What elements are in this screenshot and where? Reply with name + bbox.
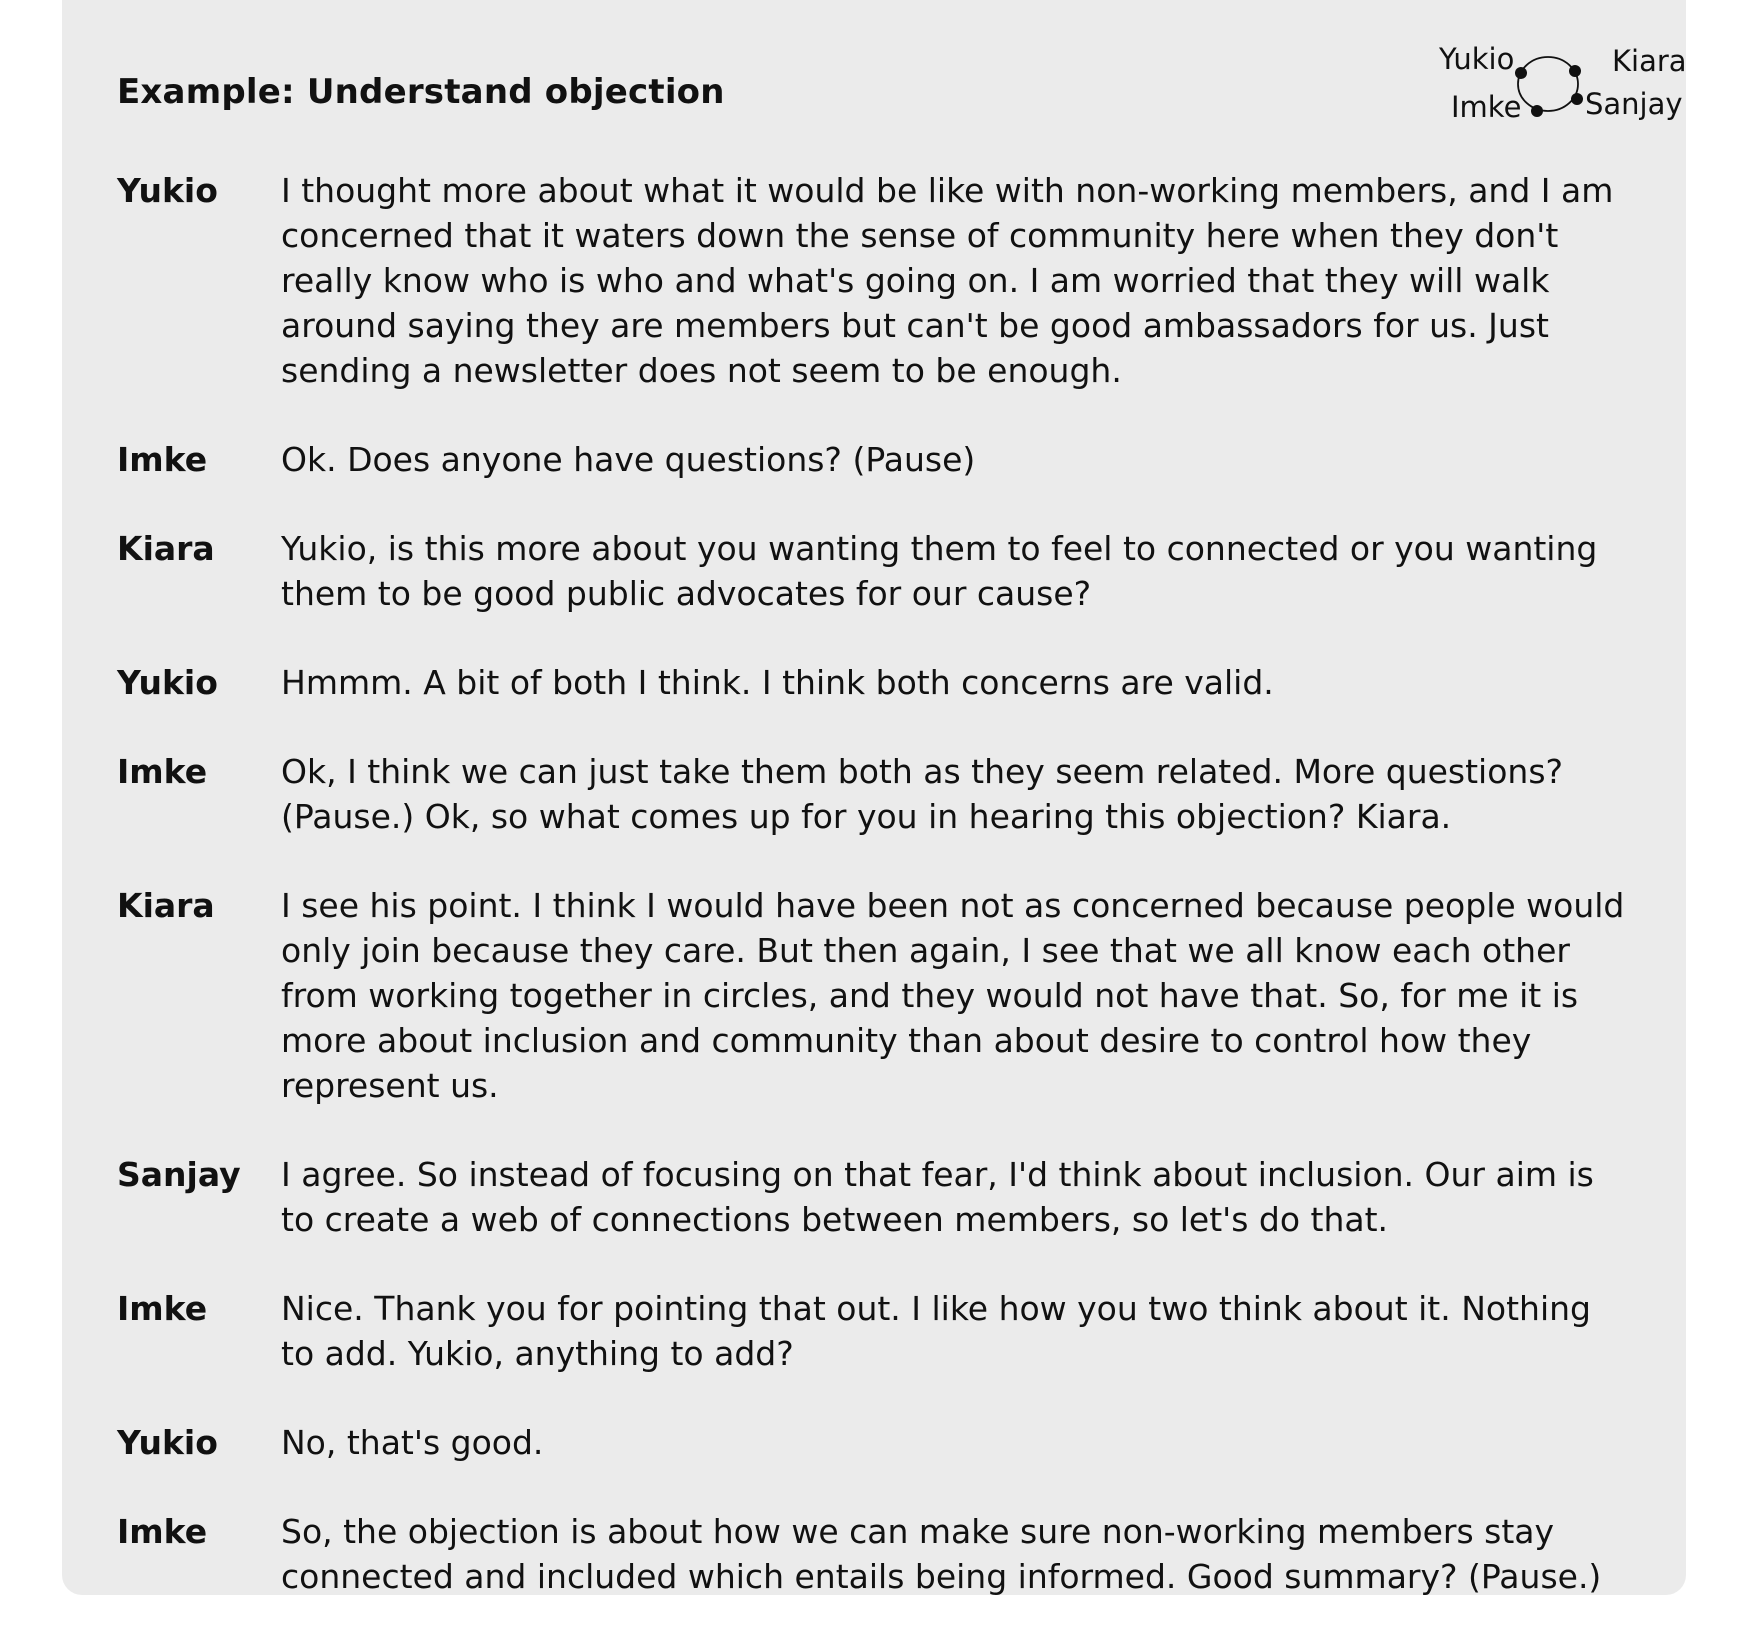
speaker-name: Kiara [117,886,215,925]
utterance-text: I thought more about what it would be like with non-working members, and I am concerned that it waters down the sense of community here when they don't really know who is who and what's going on. I am worried that they will walk around saying they are members but can't be good ambassadors for us. Just sending a newsletter does not seem to be enough. [281,171,1614,390]
dialogue-turn [117,437,1657,482]
seat-dot-top-left [1515,67,1527,79]
utterance-text: Nice. Thank you for pointing that out. I like how you two think about it. Nothing to add. Yukio, anything to add? [281,1289,1591,1373]
seat-dot-bottom-left [1531,105,1543,117]
dialogue-turn [117,168,1657,393]
speaker-name: Imke [117,440,208,479]
dialogue-turn [117,660,1657,705]
speaker-name: Imke [117,752,208,791]
circle-seating-diagram [1362,30,1687,150]
utterance-text: I see his point. I think I would have been not as concerned because people would only join because they care. But then again, I see that we all know each other from working together in circles, and they would not have that. So, for me it is more about inclusion and community than about desire to control how they represent us. [281,886,1625,1105]
speaker-name: Kiara [117,529,215,568]
utterance-text: So, the objection is about how we can make sure non-working members stay connected and included which entails being informed. Good summary? (Pause.) [281,1512,1602,1596]
example-card [62,0,1686,1595]
seat-dot-bottom-right [1571,93,1583,105]
dialogue-turn [117,1420,1657,1465]
dialogue-turn [117,1509,1657,1599]
utterance-text: Ok. Does anyone have questions? (Pause) [281,440,976,479]
utterance-text: No, that's good. [281,1423,544,1462]
seating-circle-icon [1510,50,1590,120]
seat-name-top-left: Yukio [1439,42,1515,76]
seat-dot-top-right [1569,65,1581,77]
utterance-text: Hmmm. A bit of both I think. I think both concerns are valid. [281,663,1274,702]
speaker-name: Imke [117,1512,208,1551]
speaker-name: Imke [117,1289,208,1328]
dialogue-turn [117,1286,1657,1376]
dialogue-turn [117,883,1657,1108]
example-title: Example: Understand objection [117,72,725,112]
speaker-name: Yukio [117,1423,218,1462]
dialogue-turn [117,1152,1657,1242]
speaker-name: Sanjay [117,1155,241,1194]
speaker-name: Yukio [117,171,218,210]
dialogue-turn [117,526,1657,616]
utterance-text: I agree. So instead of focusing on that fear, I'd think about inclusion. Our aim is to create a web of connections between members, so let's do that. [281,1155,1594,1239]
dialogue-turn [117,749,1657,839]
dialogue-transcript [117,168,1657,1643]
speaker-name: Yukio [117,663,218,702]
utterance-text: Ok, I think we can just take them both as they seem related. More questions? (Pause.) Ok, so what comes up for you in hearing this objection? Kiara. [281,752,1564,836]
seat-name-bottom-right: Sanjay [1585,87,1683,121]
seat-name-top-right: Kiara [1612,44,1687,78]
seat-name-bottom-left: Imke [1451,90,1522,124]
utterance-text: Yukio, is this more about you wanting them to feel to connected or you wanting them to be good public advocates for our cause? [281,529,1598,613]
